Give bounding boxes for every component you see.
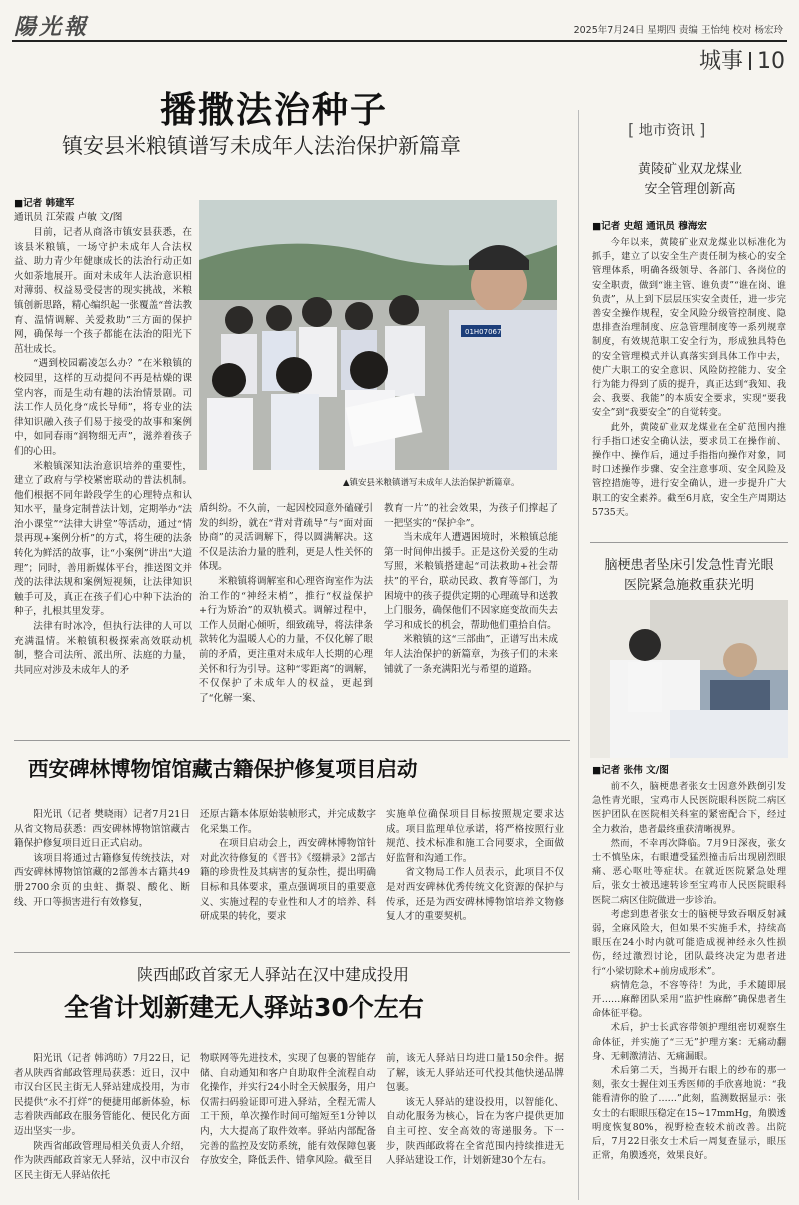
paragraph: 阳光讯（记者 韩鸿昉）7月22日，记者从陕西省邮政管理局获悉：近日，汉中市汉台区民主街无人驿站建成投用，为市民提供“永不打烊”的便捷用邮新体验，标志着陕西邮政在服务管能化、便民化方面迈出坚实一步。	[14, 1053, 190, 1137]
paragraph: 还原古籍本体原始装帧形式，并完成数字化采集工作。	[200, 809, 376, 835]
story3-top-rule	[14, 952, 570, 953]
main-column-1	[14, 226, 192, 746]
paragraph: 此外，黄陵矿业双龙煤业在全矿范围内推行手指口述安全确认法，要求员工在操作前、操作中、操作后，通过手指指向操作对象，同时口述操作步骤、安全注意事项、安全风险及管控措施等，进行安全确认，进一步提升广大职工的安全素养。截至6月底，安全生产周期达5735天。	[592, 421, 786, 518]
story3-column-3	[386, 1052, 564, 1202]
story2-column-2	[200, 808, 376, 948]
paragraph: 今年以来，黄陵矿业双龙煤业以标准化为抓手，建立了以安全生产责任制为核心的安全管理体系，明确各级领导、各部门、各岗位的安全职责，做到“谁主管、谁负责”“谁在岗、谁负责”，从上到下层层压实安全责任，进一步完善安全操作规程，安全风险分级管控制度、隐患排查治理制度、应急管理制度等一系列规章制度，有效规范职工安全行为，形成独具特色的安全管理模式并认真落实到具体工作中去，使广大职工的安全意识、风险防控能力、安全行为能力得到了质的提升，真正达到“我知、我会、我要、我能”的本质安全要求，实现“要我安全”到“我要安全”的自觉转变。	[592, 237, 786, 419]
main-headline: 播撒法治种子	[160, 90, 389, 131]
header-rule	[12, 40, 787, 42]
headline-line: 脑梗患者坠床引发急性青光眼	[604, 558, 774, 573]
main-byline-reporters: 通讯员 江荣霞 卢敏 文/图	[14, 212, 123, 223]
paragraph: 米粮镇深知法治意识培养的重要性，建立了政府与学校紧密联动的普法机制。他们根据不同年龄段学生的心理特点和认知水平，量身定制普法计划，定期举办“法治小课堂”“法律大讲堂”等活动，通过“情景再现+案例分析”的方式，将生硬的法条转化为鲜活的故事，让“小案例”讲出“大道理”；同时，善用新媒体平台，推送图文并茂的法律法规和案例短视频，让法律知识触手可及，真正在孩子们心中种下法治的种子，扎根其里发芽。	[14, 460, 192, 618]
story2-column-1	[14, 808, 190, 948]
paragraph: 前，该无人驿站日均进口量150余件。据了解，该无人驿站还可代投其他快递品牌包裹。	[386, 1053, 564, 1094]
paragraph: 该项目将通过古籍修复传统技法，对西安碑林博物馆馆藏的2部善本古籍共49册2700余页的虫蛀、撕裂、酸化、断线、开口等损害进行有效修复，	[14, 852, 190, 908]
main-byline: ■记者 韩建军	[14, 198, 75, 209]
story3-column-1	[14, 1052, 190, 1202]
main-photo	[199, 200, 557, 470]
paragraph: 阳光讯（记者 樊晓雨）记者7月21日从省文物局获悉：西安碑林博物馆馆藏古籍保护修复项目近日正式启动。	[14, 809, 190, 850]
headline-line: 黄陵矿业双龙煤业	[637, 162, 742, 177]
paragraph: 术后，护士长武容带领护理组密切观察生命体征，并实施了“三无”护理方案：无痛动翻身、无刺激清洁、无痛漏眼。	[592, 1022, 786, 1062]
main-column-3	[384, 502, 558, 742]
section-label	[699, 44, 785, 75]
sidebar-news2-byline: ■记者 张伟 文/图	[592, 765, 669, 776]
paragraph: 术后第二天，当揭开右眼上的纱布的那一刻，张女士握住刘玉秀医师的手欣喜地说：“我能看清你的脸了……”此刻，监测数据显示：张女士的右眼眼压稳定在15~17mmHg，角膜透明度恢复80%，视野检查较术前改善。出院后，7月22日张女士术后一周复查显示，眼压正常，角膜透亮，效果良好。	[592, 1065, 786, 1162]
headline-line: 安全管理创新高	[644, 182, 736, 197]
paragraph: 陕西省邮政管理局相关负责人介绍，作为陕西邮政首家无人驿站，汉中市汉台区民主街无人驿站依托	[14, 1140, 190, 1181]
header-info: 2025年7月24日 星期四 责编 王怡纯 校对 杨宏玲	[573, 25, 783, 36]
paragraph: 教育一片”的社会效果，为孩子们撑起了一把坚实的“保护伞”。	[384, 503, 558, 529]
paragraph: 目前，记者从商洛市镇安县获悉，在该县米粮镇，一场守护未成年人合法权益、助力青少年健康成长的法治行动正如火如荼地展开。面对未成年人法治意识相对薄弱、权益易受侵害的现实挑战，米粮镇创新思路，精心编织起一张覆盖“普法教育、温情调解、关爱救助”三方面的保护网，确保每一个孩子都能在法治的阳光下茁壮成长。	[14, 227, 192, 355]
story3-kicker: 陕西邮政首家无人驿站在汉中建成投用	[137, 965, 410, 984]
paragraph: 物联网等先进技术，实现了包裹的智能存储、自动通知和客户自助取件全流程自动化操作，并实行24小时全天候服务，用户仅需扫码验证即可进入驿站，全程无需人工干预，单次操作时间可缩短至1分钟以内，大大提高了取件效率。驿站内部配备完善的监控及安防系统，能有效保障包裹存放安全，降低丢件、错拿风险。截至目	[200, 1053, 376, 1167]
sidebar-news2-headline	[586, 556, 792, 596]
main-column-2	[199, 502, 373, 742]
newspaper-masthead: 陽光報	[14, 14, 90, 40]
paragraph: 考虑到患者张女士的脑梗导致吞咽反射减弱，全麻风险大，但如果不实施手术，持续高眼压在24小时内就可能造成视神经永久性损伤，经过激烈讨论，团队最终决定为患者进行“小梁切除术+前房成形术”。	[592, 908, 786, 977]
story3-column-2	[200, 1052, 376, 1202]
main-byline-block	[14, 197, 192, 225]
main-subheadline: 镇安县米粮镇谱写未成年人法治保护新篇章	[62, 134, 461, 158]
officer-badge: 01H07067	[465, 328, 502, 336]
paragraph: 病情危急，不容等待！为此，手术随即展开……麻醉团队采用“监护性麻醉”确保患者生命体征平稳。	[592, 979, 786, 1020]
hospital-photo	[590, 600, 788, 758]
page-number: 10	[757, 49, 785, 74]
sidebar-news2-body	[592, 780, 786, 1200]
section-divider	[749, 52, 751, 70]
story3-headline: 全省计划新建无人驿站30个左右	[64, 993, 424, 1022]
paragraph: 当未成年人遭遇困境时，米粮镇总能第一时间伸出援手。正是这份关爱的生动写照，米粮镇搭建起“司法救助+社会帮扶”的平台，联动民政、教育等部门，为困境中的孩子提供定期的心理疏导和送教上门服务，确保他们不因家庭变故而失去学习和成长的机会，帮助他们重拾自信。	[384, 532, 558, 631]
paragraph: 米粮镇的这“三部曲”，正谱写出未成年人法治保护的新篇章，为孩子们的未来铺就了一条充满阳光与希望的道路。	[384, 634, 558, 675]
paragraph: 米粮镇将调解室和心理咨询室作为法治工作的“神经末梢”，推行“权益保护+行为矫治”的双轨模式。调解过程中，工作人员耐心倾听，细致疏导，将法律条款转化为温暖人心的力量，不仅化解了眼前的矛盾，更注重对未成年人长期的心理关怀和行为引导。这种“零距离”的调解，不仅保护了未成年人的权益，更起到了“化解一案、	[199, 575, 373, 704]
sidebar-rule	[590, 542, 788, 543]
story2-column-3	[386, 808, 564, 948]
paragraph: 实施单位确保项目目标按照规定要求达成。项目监理单位承诺，将严格按照行业规范、技术标准和施工合同要求，全面做好监督和沟通工作。	[386, 809, 564, 864]
story2-top-rule	[14, 740, 570, 741]
sidebar-divider	[578, 110, 579, 1200]
paragraph: 省文物局工作人员表示，此项目不仅是对西安碑林优秀传统文化资源的保护与传承，还是为西安碑林博物馆培养文物修复人才的重要契机。	[386, 867, 564, 923]
patient-bed-photo	[590, 600, 788, 758]
paragraph: 在项目启动会上，西安碑林博物馆针对此次待修复的《晋书》《缀耕录》2部古籍的珍贵性及其病害的复杂性，提出明确目标和具体要求，重点强调项目的重要意义、实施过程的专业性和人才的培养、科研成果的转化，要求	[200, 838, 376, 923]
paragraph: “遇到校园霸凌怎么办？”在米粮镇的校园里，这样的互动提问不再是枯燥的课堂内容，而是生动有趣的法治情景剧。司法工作人员化身“成长导师”，将专业的法律知识融入孩子们易于接受的故事和案例中，如同春雨“润物细无声”，滋养着孩子们的心田。	[14, 358, 192, 457]
students-law-photo	[199, 200, 557, 470]
sidebar-label-text: 地市资讯	[638, 123, 695, 139]
story2-headline: 西安碑林博物馆馆藏古籍保护修复项目启动	[28, 757, 418, 781]
sidebar-news1-headline	[590, 160, 790, 200]
sidebar-news1-body	[592, 236, 786, 536]
headline-line: 医院紧急施救重获光明	[623, 578, 754, 593]
paragraph: 法律有时冰冷，但执行法律的人可以充满温情。米粮镇积极探索高效联动机制，整合司法所、派出所、法庭的力量，共同应对涉及未成年人的矛	[14, 621, 192, 676]
sidebar-label: [ 地市资讯 ]	[628, 120, 706, 139]
section-name: 城事	[698, 49, 743, 74]
main-photo-caption: ▲镇安县米粮镇谱写未成年人法治保护新篇章。	[343, 478, 520, 488]
paragraph: 盾纠纷。不久前，一起因校园意外磕碰引发的纠纷，就在“背对背疏导”与“面对面协商”的灵活调解下，得以圆满解决。这不仅是法治力量的胜利，更是人性关怀的体现。	[199, 503, 373, 573]
paragraph: 该无人驿站的建设投用，以智能化、自动化服务为核心，旨在为客户提供更加自主可控、安全高效的寄递服务。下一步，陕西邮政将在全省范围内持续推进无人驿站建设工作，计划新建30个左右。	[386, 1096, 564, 1167]
sidebar-news1-byline: ■记者 史超 通讯员 穆海宏	[592, 221, 708, 232]
paragraph: 前不久，脑梗患者张女士因意外跌倒引发急性青光眼，宝鸡市人民医院眼科医院二病区医护团队在医院相关科室的紧密配合下，经过全力救治，患者最终重获清晰视界。	[592, 781, 786, 835]
paragraph: 然而，不幸再次降临。7月9日深夜，张女士不慎坠床，右眼遭受猛烈撞击后出现剧烈眼痛、恶心呕吐等症状。在就近医院紧急处理后，张女士被迅速转诊至宝鸡市人民医院眼科医院二病区住院做进一步诊治。	[592, 837, 786, 906]
